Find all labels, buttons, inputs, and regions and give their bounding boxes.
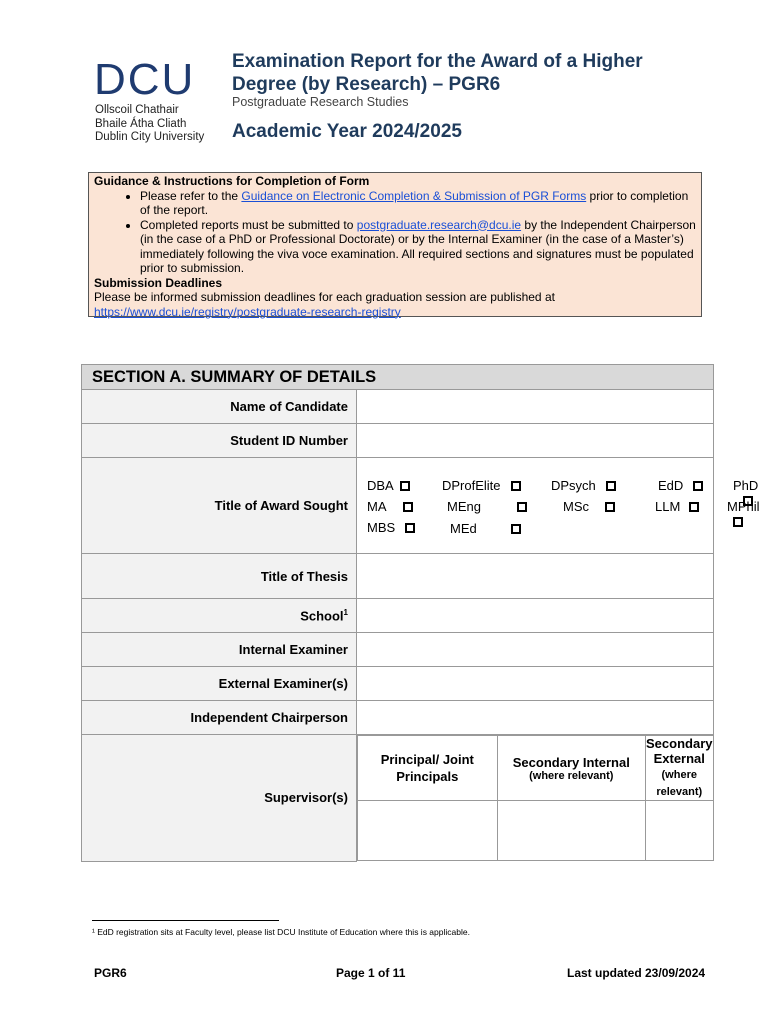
award-mbs-checkbox[interactable] (405, 523, 415, 533)
supervisors-grid (357, 735, 714, 862)
sup-secondary-internal-header (497, 736, 645, 801)
guidance-item (140, 218, 696, 276)
school-field[interactable] (357, 599, 714, 633)
award-ma-label: MA (367, 499, 387, 514)
section-a-heading: SECTION A. SUMMARY OF DETAILS (82, 365, 714, 390)
sup-secondary-external-label: Secondary External (646, 736, 713, 766)
registry-link[interactable]: https://www.dcu.ie/registry/postgraduate-research-registry (94, 304, 401, 319)
guidance-link[interactable]: Guidance on Electronic Completion & Submission of PGR Forms (241, 188, 587, 203)
award-dba-label: DBA (367, 478, 394, 493)
internal-examiner-field[interactable] (357, 633, 714, 667)
sup-secondary-external-note: (where relevant) (656, 769, 703, 798)
award-dprofelite-checkbox[interactable] (511, 481, 521, 491)
award-llm-checkbox[interactable] (689, 502, 699, 512)
supervisors-table (357, 735, 714, 861)
school-footnote-ref: 1 (343, 607, 348, 617)
deadlines-text: Please be informed submission deadlines for each graduation session are published at (94, 290, 555, 304)
footer-last-updated: Last updated 23/09/2024 (567, 966, 706, 980)
guidance-list (94, 189, 696, 276)
award-edd-label: EdD (658, 478, 684, 493)
award-meng-label: MEng (447, 499, 481, 514)
school-label-text: School (300, 608, 344, 624)
sup-principal-header: Principal/ Joint Principals (358, 736, 498, 801)
footnote: ¹ EdD registration sits at Faculty level, please list DCU Institute of Education where this is applicable. (92, 927, 470, 937)
guidance-heading: Guidance & Instructions for Completion of Form (94, 174, 370, 188)
academic-year: Academic Year 2024/2025 (232, 121, 462, 142)
deadlines-heading: Submission Deadlines (94, 275, 223, 290)
school-label (82, 599, 357, 633)
student-id-label: Student ID Number (82, 424, 357, 458)
supervisors-label: Supervisor(s) (82, 735, 357, 862)
section-a-table (81, 364, 760, 862)
footer-form-code: PGR6 (94, 966, 127, 980)
dcu-logo-text (95, 104, 204, 145)
award-ma-checkbox[interactable] (403, 502, 413, 512)
external-examiner-label: External Examiner(s) (82, 667, 357, 701)
award-label: Title of Award Sought (82, 458, 357, 554)
guidance-item (140, 189, 696, 218)
award-mphil-checkbox[interactable] (733, 517, 743, 527)
award-msc-checkbox[interactable] (605, 502, 615, 512)
award-edd-checkbox[interactable] (693, 481, 703, 491)
chairperson-label: Independent Chairperson (82, 701, 357, 735)
sup-secondary-internal-note: (where relevant) (529, 769, 614, 782)
page-subtitle: Postgraduate Research Studies (232, 95, 409, 109)
sup-secondary-internal-label: Secondary Internal (512, 754, 630, 770)
award-meng-checkbox[interactable] (517, 502, 527, 512)
logo-line-1: Ollscoil Chathair (95, 104, 179, 116)
chairperson-field[interactable] (357, 701, 714, 735)
guidance-box (88, 172, 702, 317)
dcu-logo: DCU (94, 55, 196, 104)
thesis-field[interactable] (357, 554, 714, 599)
name-field[interactable] (357, 390, 714, 424)
page-title: Examination Report for the Award of a Higher Degree (by Research) – PGR6 (232, 51, 643, 95)
award-med-label: MEd (450, 521, 477, 536)
sup-principal-field[interactable] (358, 801, 498, 861)
footnote-divider (92, 920, 279, 921)
award-dpsych-label: DPsych (551, 478, 596, 493)
guidance-text: by the Independent Chairperson (in the case of a PhD or Professional Doctorate) or by the Internal Examiner (in the case of a Master’s) immediately following the viva voce examination. All required sections and signatures must be populated prior to submission. (140, 217, 696, 275)
award-dprofelite-label: DProfElite (442, 478, 501, 493)
guidance-text: prior to completion of the report. (140, 188, 689, 217)
award-llm-label: LLM (655, 499, 681, 514)
internal-examiner-label: Internal Examiner (82, 633, 357, 667)
award-mbs-label: MBS (367, 520, 396, 535)
sup-secondary-internal-field[interactable] (497, 801, 645, 861)
award-options (357, 458, 760, 554)
award-dba-checkbox[interactable] (400, 481, 410, 491)
award-phd-label: PhD (733, 478, 759, 493)
external-examiner-field[interactable] (357, 667, 714, 701)
logo-line-2: Bhaile Átha Cliath (95, 117, 187, 130)
sup-secondary-external-header (646, 736, 713, 801)
name-label: Name of Candidate (82, 390, 357, 424)
guidance-text: Please refer to the (140, 188, 242, 203)
logo-line-3: Dublin City University (95, 131, 205, 143)
award-msc-label: MSc (563, 499, 589, 514)
award-dpsych-checkbox[interactable] (606, 481, 616, 491)
email-link[interactable]: postgraduate.research@dcu.ie (356, 217, 522, 232)
sup-secondary-external-field[interactable] (646, 801, 713, 861)
thesis-label: Title of Thesis (82, 554, 357, 599)
guidance-text: Completed reports must be submitted to (140, 217, 357, 232)
footer-page-number: Page 1 of 11 (336, 966, 406, 980)
award-med-checkbox[interactable] (511, 524, 521, 534)
student-id-field[interactable] (357, 424, 714, 458)
award-mphil-label: MPhil (727, 499, 760, 514)
